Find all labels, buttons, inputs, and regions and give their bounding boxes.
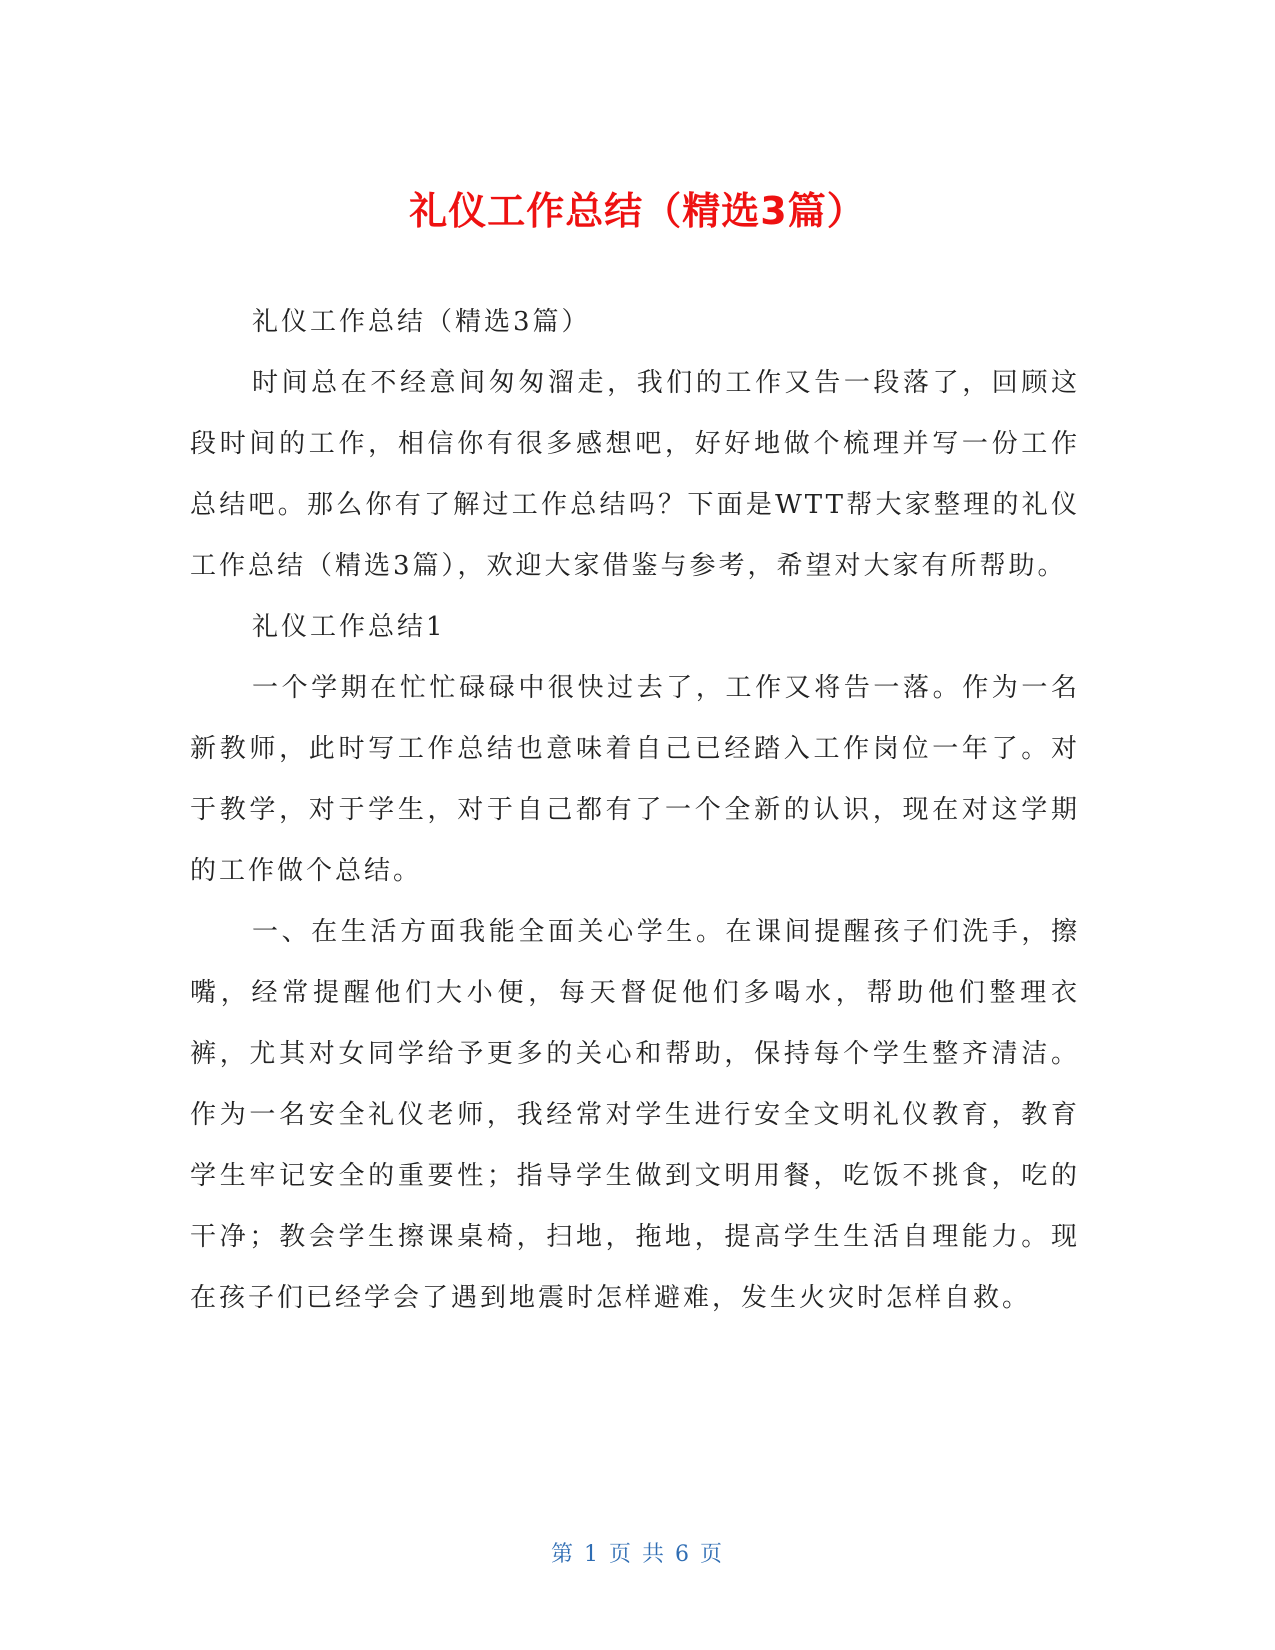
page-title: 礼仪工作总结（精选3篇） xyxy=(409,189,866,234)
page-number: 第 1 页 共 6 页 xyxy=(551,1542,724,1567)
subtitle-paragraph: 礼仪工作总结（精选3篇） xyxy=(252,307,591,337)
body-paragraph: 一个学期在忙忙碌碌中很快过去了，工作又将告一落。作为一名新教师，此时写工作总结也意味着自己已经踏入工作岗位一年了。对于教学，对于学生，对于自己都有了一个全新的认识，现在对这学期的工作做个总结。 xyxy=(190,673,1080,886)
intro-paragraph: 时间总在不经意间匆匆溜走，我们的工作又告一段落了，回顾这段时间的工作，相信你有很多感想吧，好好地做个梳理并写一份工作总结吧。那么你有了解过工作总结吗？下面是WTT帮大家整理的礼仪工作总结（精选3篇），欢迎大家借鉴与参考，希望对大家有所帮助。 xyxy=(190,368,1080,581)
document-body xyxy=(190,292,1080,1329)
body-paragraph: 一、在生活方面我能全面关心学生。在课间提醒孩子们洗手，擦嘴，经常提醒他们大小便，每天督促他们多喝水，帮助他们整理衣裤，尤其对女同学给予更多的关心和帮助，保持每个学生整齐清洁。作为一名安全礼仪老师，我经常对学生进行安全文明礼仪教育，教育学生牢记安全的重要性；指导学生做到文明用餐，吃饭不挑食，吃的干净；教会学生擦课桌椅，扫地，拖地，提高学生生活自理能力。现在孩子们已经学会了遇到地震时怎样避难，发生火灾时怎样自救。 xyxy=(190,917,1080,1313)
section-heading: 礼仪工作总结1 xyxy=(252,612,446,642)
